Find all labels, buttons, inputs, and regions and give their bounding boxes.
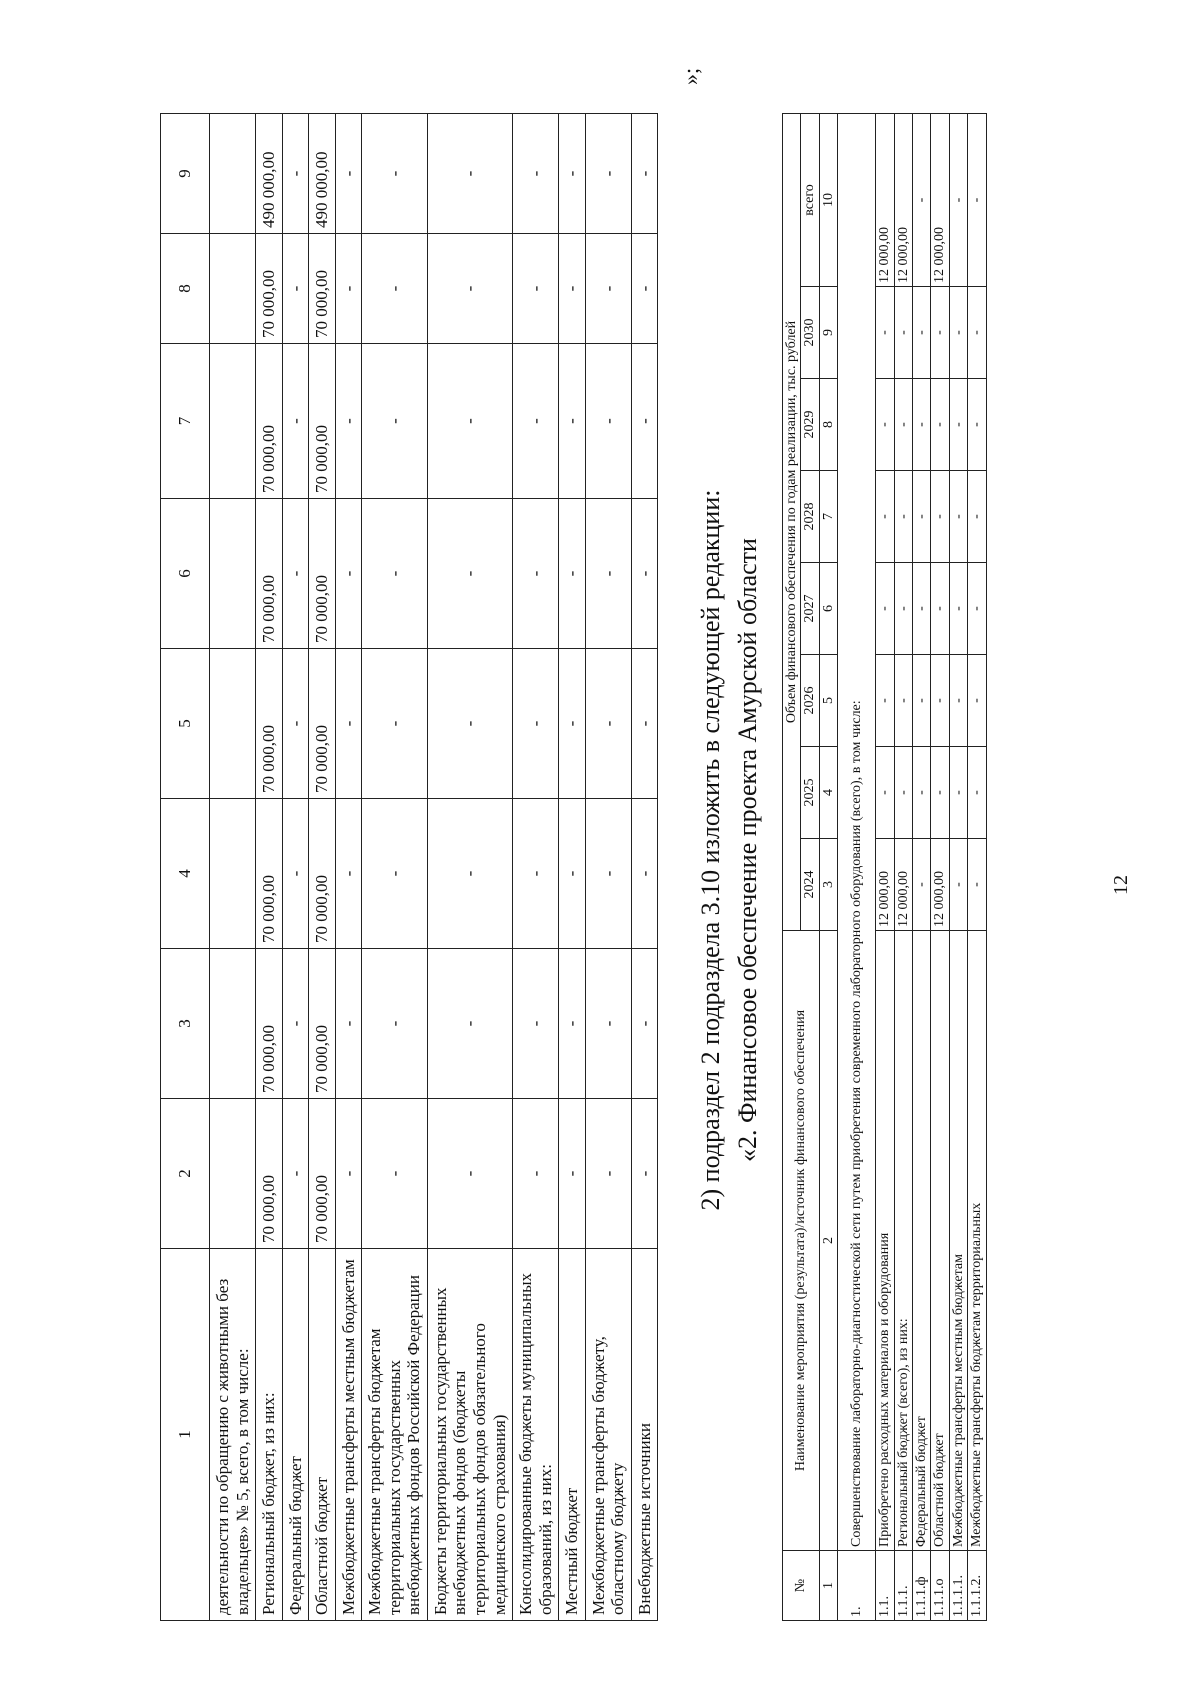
cell-value: - <box>876 379 894 471</box>
cell-value: - <box>968 563 986 655</box>
cell-value: - <box>559 799 586 949</box>
table-row <box>585 114 631 1621</box>
cell-value: - <box>559 344 586 499</box>
table-row <box>631 114 658 1621</box>
row-label: Межбюджетные трансферты бюджетам территориальных государственных внебюджетных фондов Российской Федерации <box>362 1249 428 1621</box>
cell-value: - <box>585 114 631 234</box>
cell-value: - <box>559 114 586 234</box>
table-row <box>949 113 967 1620</box>
table-row <box>894 113 912 1620</box>
cell-value: - <box>631 949 658 1099</box>
cell-value: - <box>513 649 559 799</box>
column-number: 7 <box>819 471 837 563</box>
cell-value: - <box>931 563 949 655</box>
column-number-header: 3 <box>161 949 210 1099</box>
cell-value: - <box>894 287 912 379</box>
year-header: 2027 <box>801 563 819 655</box>
cell-value: - <box>282 234 309 344</box>
cell-value: - <box>912 379 930 471</box>
cell-value <box>210 949 256 1099</box>
cell-value: - <box>894 563 912 655</box>
cell-value: - <box>631 1099 658 1249</box>
cell-value: - <box>362 499 428 649</box>
table-row <box>559 114 586 1621</box>
cell-value: - <box>559 649 586 799</box>
cell-value: - <box>335 344 362 499</box>
cell-value: - <box>631 649 658 799</box>
cell-value: - <box>585 949 631 1099</box>
cell-value: 490 000,00 <box>256 114 283 234</box>
amendment-instruction: 2) подраздел 2 подраздела 3.10 изложить в следующей редакции: <box>696 489 725 1211</box>
cell-value: - <box>894 747 912 839</box>
cell-value: - <box>559 1099 586 1249</box>
column-number-header: 2 <box>161 1099 210 1249</box>
cell-value <box>210 799 256 949</box>
row-label: Федеральный бюджет <box>912 931 930 1551</box>
cell-value: - <box>282 114 309 234</box>
cell-value <box>210 344 256 499</box>
closing-quote-mark: »; <box>678 67 703 85</box>
page-number: 12 <box>1110 875 1132 895</box>
cell-value: - <box>949 287 967 379</box>
table-row <box>931 113 949 1620</box>
cell-value: - <box>968 287 986 379</box>
cell-value: - <box>427 649 512 799</box>
row-number: 1.1.1. <box>894 1551 912 1621</box>
column-number-header: 1 <box>161 1249 210 1621</box>
row-label: деятельности по обращению с животными без владельцев» № 5, всего, в том числе: <box>210 1249 256 1621</box>
row-number: 1.1.1.2. <box>968 1551 986 1621</box>
row-number: 1.1.1.ф <box>912 1551 930 1621</box>
cell-value: 70 000,00 <box>256 234 283 344</box>
cell-value: - <box>968 113 986 286</box>
cell-value: - <box>427 949 512 1099</box>
cell-value: - <box>427 344 512 499</box>
cell-value: - <box>585 649 631 799</box>
cell-value: 70 000,00 <box>309 499 336 649</box>
column-number-header: 9 <box>161 114 210 234</box>
cell-value <box>210 1099 256 1249</box>
cell-value: 12 000,00 <box>894 839 912 931</box>
row-number: 1.1. <box>876 1551 894 1621</box>
column-number: 3 <box>819 839 837 931</box>
cell-value: - <box>876 655 894 747</box>
column-number: 2 <box>819 931 837 1551</box>
cell-value: - <box>362 1099 428 1249</box>
cell-value: - <box>931 655 949 747</box>
cell-value: - <box>949 747 967 839</box>
year-header: всего <box>801 113 819 286</box>
cell-value: - <box>559 949 586 1099</box>
cell-value: 70 000,00 <box>256 499 283 649</box>
row-label: Межбюджетные трансферты местным бюджетам <box>335 1249 362 1621</box>
cell-value: 490 000,00 <box>309 114 336 234</box>
row-label: Бюджеты территориальных государственных внебюджетных фондов (бюджеты территориальных фондов обязательного медицинского страхования) <box>427 1249 512 1621</box>
cell-value: - <box>362 234 428 344</box>
row-label: Приобретено расходных материалов и оборудования <box>876 931 894 1551</box>
cell-value: - <box>912 563 930 655</box>
table-row <box>876 113 894 1620</box>
table-header-row <box>161 114 210 1621</box>
cell-value: - <box>912 471 930 563</box>
row-label: Межбюджетные трансферты бюджетам территориальных <box>968 931 986 1551</box>
cell-value: - <box>362 799 428 949</box>
finance-header-row <box>783 113 801 1620</box>
cell-value: - <box>912 287 930 379</box>
cell-value: - <box>631 499 658 649</box>
cell-value: 70 000,00 <box>256 1099 283 1249</box>
cell-value: - <box>335 1099 362 1249</box>
column-number: 6 <box>819 563 837 655</box>
row-label: Федеральный бюджет <box>282 1249 309 1621</box>
column-number: 9 <box>819 287 837 379</box>
table-row <box>427 114 512 1621</box>
cell-value: - <box>513 234 559 344</box>
cell-value: - <box>968 839 986 931</box>
column-number-header: 6 <box>161 499 210 649</box>
cell-value: - <box>335 234 362 344</box>
cell-value: - <box>513 949 559 1099</box>
cell-value: - <box>427 234 512 344</box>
continued-budget-table <box>160 113 658 1621</box>
cell-value: - <box>631 114 658 234</box>
cell-value: - <box>362 649 428 799</box>
column-number-header: 8 <box>161 234 210 344</box>
cell-value: - <box>894 471 912 563</box>
column-number: 10 <box>819 113 837 286</box>
cell-value: 70 000,00 <box>309 649 336 799</box>
row-label: Местный бюджет <box>559 1249 586 1621</box>
cell-value: 70 000,00 <box>256 799 283 949</box>
cell-value: - <box>931 747 949 839</box>
cell-value: 70 000,00 <box>309 1099 336 1249</box>
cell-value: - <box>949 655 967 747</box>
cell-value: - <box>968 747 986 839</box>
year-header: 2028 <box>801 471 819 563</box>
cell-value: - <box>362 949 428 1099</box>
cell-value: - <box>362 344 428 499</box>
cell-value <box>210 114 256 234</box>
section-row <box>838 113 876 1620</box>
cell-value: - <box>876 287 894 379</box>
cell-value: 12 000,00 <box>876 839 894 931</box>
cell-value: - <box>876 747 894 839</box>
cell-value: 70 000,00 <box>256 649 283 799</box>
row-number: 1.1.1.о <box>931 1551 949 1621</box>
column-number: 5 <box>819 655 837 747</box>
section-number: 1. <box>838 1551 876 1621</box>
cell-value: - <box>585 499 631 649</box>
cell-value: - <box>585 1099 631 1249</box>
cell-value: - <box>282 1099 309 1249</box>
cell-value: - <box>335 499 362 649</box>
cell-value: - <box>949 563 967 655</box>
row-label: Областной бюджет <box>931 931 949 1551</box>
cell-value: - <box>912 839 930 931</box>
cell-value: - <box>282 344 309 499</box>
cell-value: - <box>912 655 930 747</box>
cell-value: - <box>513 114 559 234</box>
column-number: 1 <box>819 1551 837 1621</box>
cell-value: 12 000,00 <box>931 113 949 286</box>
cell-value: 12 000,00 <box>876 113 894 286</box>
cell-value: - <box>631 799 658 949</box>
cell-value: - <box>427 499 512 649</box>
column-number-header: 7 <box>161 344 210 499</box>
row-label: Внебюджетные источники <box>631 1249 658 1621</box>
cell-value: - <box>585 344 631 499</box>
cell-value: 12 000,00 <box>931 839 949 931</box>
cell-value: - <box>282 649 309 799</box>
cell-value: - <box>362 114 428 234</box>
cell-value: 70 000,00 <box>256 344 283 499</box>
cell-value: 70 000,00 <box>309 344 336 499</box>
row-label: Межбюджетные трансферты бюджету, областному бюджету <box>585 1249 631 1621</box>
column-number: 8 <box>819 379 837 471</box>
section-title: «2. Финансовое обеспечение проекта Амурской области <box>733 538 762 1162</box>
cell-value: 70 000,00 <box>309 799 336 949</box>
cell-value: - <box>631 234 658 344</box>
row-label: Региональный бюджет (всего), из них: <box>894 931 912 1551</box>
year-header: 2024 <box>801 839 819 931</box>
cell-value: - <box>949 839 967 931</box>
row-label: Консолидированные бюджеты муниципальных образований, из них: <box>513 1249 559 1621</box>
finance-table <box>782 113 987 1621</box>
col-name-header: Наименование мероприятия (результата)/источник финансового обеспечения <box>783 931 820 1551</box>
cell-value: - <box>282 949 309 1099</box>
column-number-header: 5 <box>161 649 210 799</box>
cell-value: - <box>912 113 930 286</box>
cell-value: - <box>513 499 559 649</box>
cell-value <box>210 234 256 344</box>
cell-value: - <box>513 1099 559 1249</box>
table-row <box>309 114 336 1621</box>
cell-value <box>210 649 256 799</box>
cell-value: - <box>931 379 949 471</box>
table-row <box>968 113 986 1620</box>
cell-value: - <box>427 114 512 234</box>
table-row <box>335 114 362 1621</box>
row-number: 1.1.1.1. <box>949 1551 967 1621</box>
cell-value: 70 000,00 <box>309 234 336 344</box>
cell-value: - <box>427 1099 512 1249</box>
year-header: 2029 <box>801 379 819 471</box>
column-number-header: 4 <box>161 799 210 949</box>
cell-value: - <box>876 471 894 563</box>
cell-value: - <box>949 113 967 286</box>
row-label: Областной бюджет <box>309 1249 336 1621</box>
cell-value: - <box>335 799 362 949</box>
cell-value: - <box>513 799 559 949</box>
table-row <box>282 114 309 1621</box>
cell-value: 70 000,00 <box>256 949 283 1099</box>
cell-value: - <box>335 949 362 1099</box>
cell-value: 70 000,00 <box>309 949 336 1099</box>
cell-value: - <box>912 747 930 839</box>
column-number: 4 <box>819 747 837 839</box>
cell-value: - <box>631 344 658 499</box>
cell-value: - <box>968 655 986 747</box>
table-row <box>256 114 283 1621</box>
cell-value: - <box>513 344 559 499</box>
cell-value: - <box>894 655 912 747</box>
cell-value: 12 000,00 <box>894 113 912 286</box>
col-volume-header: Объем финансового обеспечения по годам реализации, тыс. рублей <box>783 113 801 930</box>
year-header: 2026 <box>801 655 819 747</box>
cell-value: - <box>894 379 912 471</box>
cell-value: - <box>876 563 894 655</box>
cell-value: - <box>427 799 512 949</box>
table-row <box>362 114 428 1621</box>
table-row <box>513 114 559 1621</box>
cell-value: - <box>931 471 949 563</box>
cell-value: - <box>968 471 986 563</box>
col-no-header: № <box>783 1551 820 1621</box>
year-header: 2030 <box>801 287 819 379</box>
row-label: Межбюджетные трансферты местным бюджетам <box>949 931 967 1551</box>
cell-value: - <box>949 379 967 471</box>
cell-value: - <box>335 649 362 799</box>
cell-value: - <box>949 471 967 563</box>
cell-value: - <box>559 234 586 344</box>
table-row <box>210 114 256 1621</box>
cell-value <box>210 499 256 649</box>
year-header: 2025 <box>801 747 819 839</box>
cell-value: - <box>585 234 631 344</box>
cell-value: - <box>282 499 309 649</box>
cell-value: - <box>559 499 586 649</box>
section-name: Совершенствование лабораторно-диагностической сети путем приобретения современного лабораторного оборудования (всего), в том числе: <box>838 113 876 1550</box>
table-row <box>912 113 930 1620</box>
cell-value: - <box>335 114 362 234</box>
cell-value: - <box>931 287 949 379</box>
cell-value: - <box>585 799 631 949</box>
cell-value: - <box>282 799 309 949</box>
row-label: Региональный бюджет, из них: <box>256 1249 283 1621</box>
cell-value: - <box>968 379 986 471</box>
column-numbers-row <box>819 113 837 1620</box>
